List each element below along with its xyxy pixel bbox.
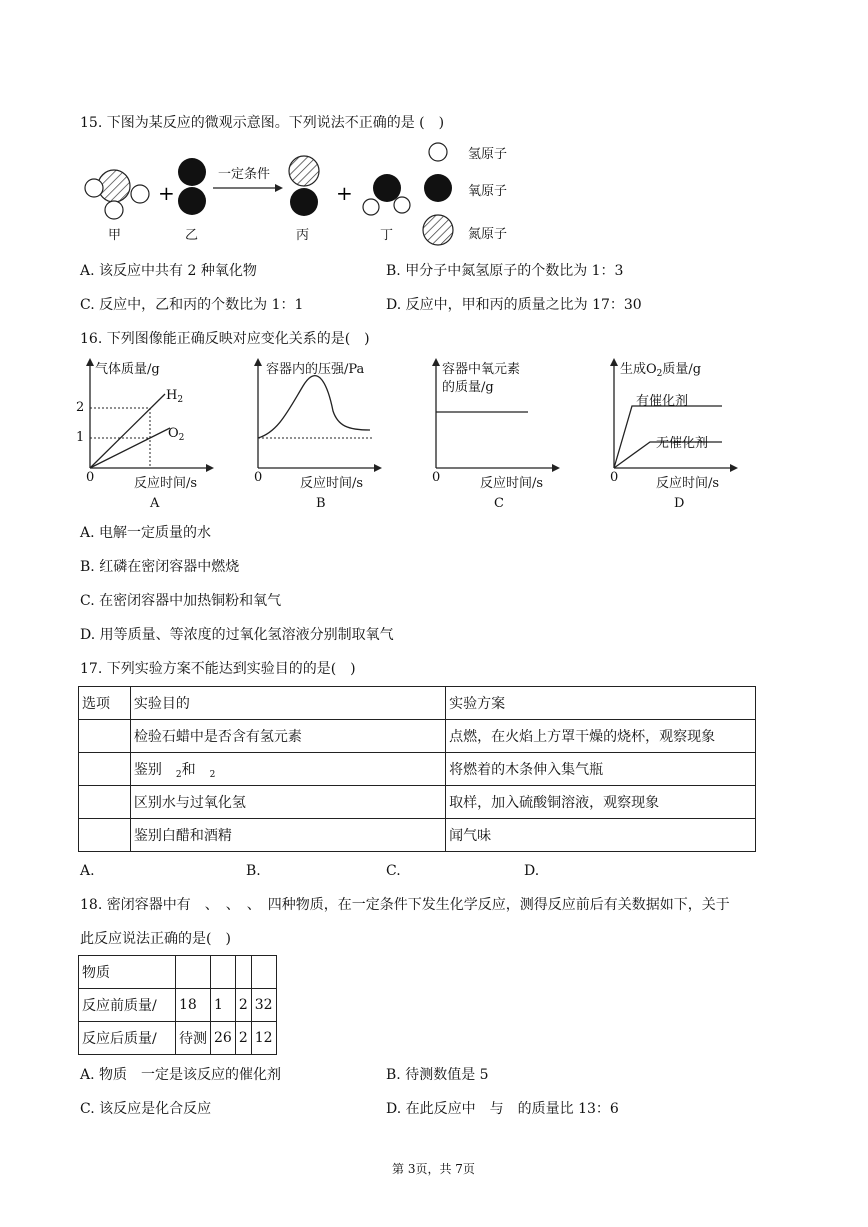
table-cell: 待测	[176, 1022, 211, 1055]
molecule-bing	[289, 156, 319, 216]
legend-nitrogen: 氮原子	[468, 227, 508, 242]
arrow-label: 一定条件	[218, 167, 271, 182]
table-cell	[251, 956, 276, 989]
graph-b-caption: B	[316, 496, 326, 511]
q16-option-b: B. 红磷在密闭容器中燃烧	[80, 559, 240, 575]
table-cell	[79, 753, 131, 786]
q17-table	[78, 686, 756, 852]
table-cell: 26	[211, 1022, 236, 1055]
table-cell: 鉴别白醋和酒精	[130, 819, 445, 852]
graph-c-origin: 0	[432, 470, 441, 485]
graph-a-tick-1: 1	[76, 430, 85, 445]
q17-option-c: C.	[386, 863, 401, 879]
legend-nitrogen-icon	[423, 215, 453, 245]
table-cell: 鉴别 $_2$和 $_2$	[130, 753, 445, 786]
graph-b-ylabel: 容器内的压强/Pa	[266, 362, 365, 377]
table-cell: 检验石蜡中是否含有氢元素	[130, 720, 445, 753]
table-cell: 区别水与过氧化氢	[130, 786, 445, 819]
table-cell: 2	[235, 989, 251, 1022]
table-cell	[79, 786, 131, 819]
q16-option-a: A. 电解一定质量的水	[80, 525, 212, 541]
table-cell: 18	[176, 989, 211, 1022]
pressure-curve	[258, 376, 370, 438]
q17-option-d: D.	[524, 863, 540, 879]
table-row	[79, 989, 277, 1022]
q15-option-b: B. 甲分子中氮氢原子的个数比为 1：3	[386, 263, 624, 279]
graph-a-tick-2: 2	[76, 400, 85, 415]
graph-b-origin: 0	[254, 470, 263, 485]
table-cell	[235, 956, 251, 989]
graph-a-series-h2: $H_2$	[166, 388, 184, 405]
graph-d-series-catalyst: 有催化剂	[636, 394, 689, 409]
graph-a-origin: 0	[86, 470, 95, 485]
q18-option-b: B. 待测数值是 5	[386, 1067, 489, 1083]
page-footer: 第 3页，共 7页	[392, 1162, 475, 1176]
q18-option-d: D. 在此反应中 与 的质量比 13：6	[386, 1101, 619, 1117]
table-header-cell: 实验目的	[130, 687, 445, 720]
q15-option-a: A. 该反应中共有 2 种氧化物	[80, 263, 257, 279]
legend-hydrogen-icon	[429, 143, 447, 161]
label-jia: 甲	[108, 228, 122, 243]
q18-stem-line-1: 18. 密闭容器中有 、 、 、 四种物质，在一定条件下发生化学反应，测得反应前后有关数据如下，关于	[80, 897, 730, 913]
table-header-cell: 实验方案	[446, 687, 756, 720]
legend-oxygen-icon	[424, 174, 452, 202]
graph-a-xlabel: 反应时间/s	[134, 476, 198, 491]
table-cell: 点燃，在火焰上方罩干燥的烧杯，观察现象	[446, 720, 756, 753]
graph-a-caption: A	[150, 496, 160, 511]
q16-option-c: C. 在密闭容器中加热铜粉和氧气	[80, 593, 282, 609]
plus-sign: +	[158, 181, 175, 205]
table-row	[79, 753, 756, 786]
table-cell: 反应前质量/	[79, 989, 176, 1022]
graph-d-series-no-catalyst: 无催化剂	[656, 436, 709, 451]
q16-option-d: D. 用等质量、等浓度的过氧化氢溶液分别制取氧气	[80, 627, 394, 643]
h2-line	[90, 394, 165, 468]
table-cell: 反应后质量/	[79, 1022, 176, 1055]
q15-option-d: D. 反应中，甲和丙的质量之比为 17：30	[386, 297, 642, 313]
q17-option-b: B.	[246, 863, 261, 879]
table-cell: 闻气味	[446, 819, 756, 852]
table-row	[79, 1022, 277, 1055]
graph-c-ylabel-2: 的质量/g	[442, 380, 494, 395]
graph-a-series-o2: $O_2$	[168, 426, 185, 443]
table-cell: 取样，加入硫酸铜溶液，观察现象	[446, 786, 756, 819]
table-cell: 物质	[79, 956, 176, 989]
reaction-arrow	[213, 184, 283, 192]
legend-oxygen: 氧原子	[468, 184, 508, 199]
graph-d-origin: 0	[610, 470, 619, 485]
table-row	[79, 720, 756, 753]
table-row	[79, 819, 756, 852]
graph-a-ylabel: 气体质量/g	[95, 362, 160, 377]
table-cell	[176, 956, 211, 989]
table-cell: 32	[251, 989, 276, 1022]
q18-table	[78, 955, 277, 1055]
q15-stem: 15. 下图为某反应的微观示意图。下列说法不正确的是 ( )	[80, 115, 445, 131]
table-cell: 将燃着的木条伸入集气瓶	[446, 753, 756, 786]
q17-option-a: A.	[80, 863, 95, 879]
o2-line	[90, 428, 170, 468]
q15-option-c: C. 反应中，乙和丙的个数比为 1：1	[80, 297, 304, 313]
legend-hydrogen: 氢原子	[468, 147, 508, 162]
plus-sign: +	[336, 181, 353, 205]
graph-c-ylabel-1: 容器中氧元素	[442, 362, 521, 377]
q16-stem: 16. 下列图像能正确反映对应变化关系的是( )	[80, 331, 370, 347]
table-cell: 12	[251, 1022, 276, 1055]
graph-c-xlabel: 反应时间/s	[480, 476, 544, 491]
table-cell	[79, 819, 131, 852]
table-row	[79, 956, 277, 989]
table-header-cell: 选项	[79, 687, 131, 720]
q18-option-c: C. 该反应是化合反应	[80, 1101, 212, 1117]
table-cell	[79, 720, 131, 753]
molecule-yi	[178, 158, 206, 215]
graph-d-xlabel: 反应时间/s	[656, 476, 720, 491]
q17-stem: 17. 下列实验方案不能达到实验目的的是( )	[80, 661, 356, 677]
graph-d-ylabel: 生成$O_2$质量/g	[620, 362, 702, 379]
molecule-ding	[363, 174, 410, 215]
table-cell: 1	[211, 989, 236, 1022]
graph-c-caption: C	[494, 496, 504, 511]
table-row	[79, 786, 756, 819]
label-yi: 乙	[185, 228, 199, 243]
label-bing: 丙	[296, 228, 310, 243]
q18-option-a: A. 物质 一定是该反应的催化剂	[80, 1067, 282, 1083]
q18-stem-line-2: 此反应说法正确的是( )	[80, 931, 231, 947]
table-cell	[211, 956, 236, 989]
table-cell: 2	[235, 1022, 251, 1055]
molecule-jia	[85, 170, 149, 219]
graph-b-xlabel: 反应时间/s	[300, 476, 364, 491]
table-row	[79, 687, 756, 720]
label-ding: 丁	[380, 228, 394, 243]
graph-d-caption: D	[674, 496, 685, 511]
